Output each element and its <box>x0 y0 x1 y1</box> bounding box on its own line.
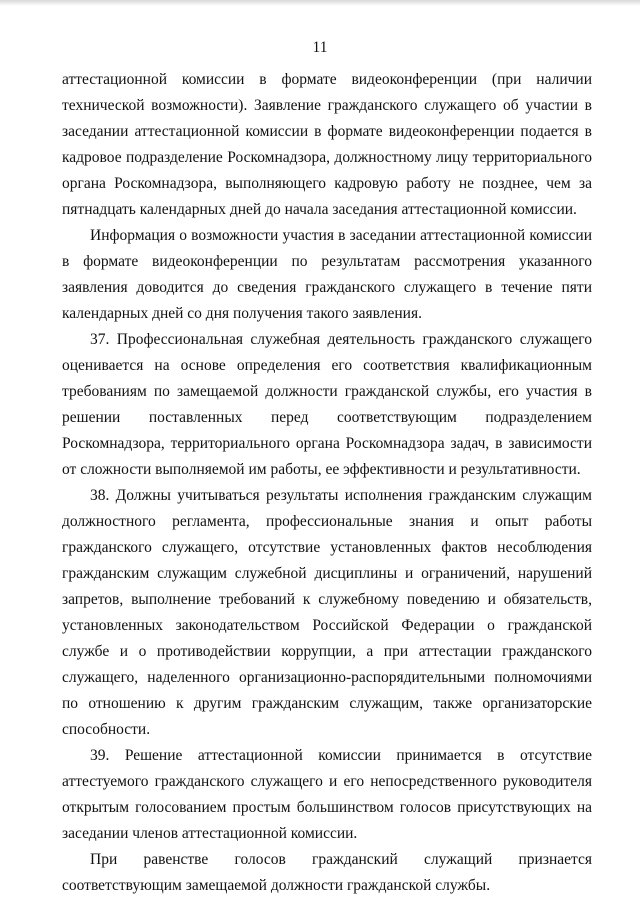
document-body <box>62 67 592 899</box>
paragraph-continuation: аттестационной комиссии в формате видеоконференции (при наличии технической возможности). Заявление гражданского служащего об участии в заседании аттестационной комиссии в формате видеоконференции подается в кадровое подразделение Роскомнадзора, должностному лицу территориального органа Роскомнадзора, выполняющего кадровую работу не позднее, чем за пятнадцать календарных дней до начала заседания аттестационной комиссии. <box>62 71 592 218</box>
paragraph-37: 37. Профессиональная служебная деятельность гражданского служащего оценивается на основе определения его соответствия квалификационным требованиям по замещаемой должности гражданской службы, его участия в решении поставленных перед соответствующим подразделением Роскомнадзора, территориального органа Роскомнадзора задач, в зависимости от сложности выполняемой им работы, ее эффективности и результативности. <box>62 331 592 478</box>
scan-edge <box>0 0 640 6</box>
paragraph-info-videoconference: Информация о возможности участия в заседании аттестационной комиссии в формате видеоконференции по результатам рассмотрения указанного заявления доводится до сведения гражданского служащего в течение пяти календарных дней со дня получения такого заявления. <box>62 227 592 322</box>
paragraph-equal-votes: При равенстве голосов гражданский служащий признается соответствующим замещаемой должности гражданской службы. <box>62 851 592 894</box>
page-number: 11 <box>312 39 328 56</box>
paragraph-38: 38. Должны учитываться результаты исполнения гражданским служащим должностного регламента, профессиональные знания и опыт работы гражданского служащего, отсутствие установленных фактов несоблюдения гражданским служащим служебной дисциплины и ограничений, нарушений запретов, выполнение требований к служебному поведению и обязательств, установленных законодательством Российской Федерации о гражданской службе и о противодействии коррупции, а при аттестации гражданского служащего, наделенного организационно-распорядительными полномочиями по отношению к другим гражданским служащим, также организаторские способности. <box>62 487 592 738</box>
paragraph-39: 39. Решение аттестационной комиссии принимается в отсутствие аттестуемого гражданского служащего и его непосредственного руководителя открытым голосованием простым большинством голосов присутствующих на заседании членов аттестационной комиссии. <box>62 747 592 842</box>
